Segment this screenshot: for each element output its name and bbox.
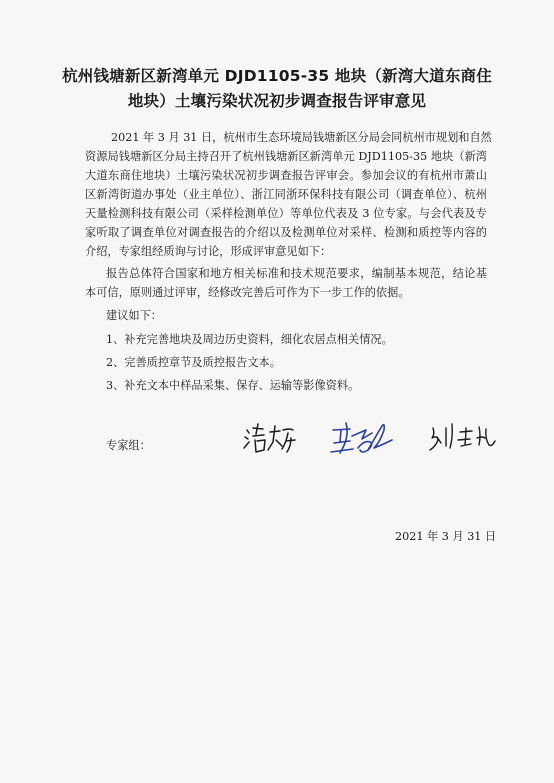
document-date: 2021 年 3 月 31 日 <box>395 530 497 543</box>
paragraph-1-line: 2021 年 3 月 31 日，杭州市生态环境局钱塘新区分局会同杭州市规划和自然 <box>111 131 492 144</box>
signature-1-image <box>244 424 295 452</box>
paragraph-1-line: 区新湾街道办事处（业主单位）、浙江同浙环保科技有限公司（调查单位）、杭州 <box>85 188 487 201</box>
paragraph-1-line: 资源局钱塘新区分局主持召开了杭州钱塘新区新湾单元 DJD1105-35 地块（新湾 <box>85 150 487 163</box>
paragraph-1-line: 天量检测科技有限公司（采样检测单位）等单位代表及 3 位专家。与会代表及专 <box>85 207 487 220</box>
suggestion-item: 2、完善质控章节及质控报告文本。 <box>106 356 281 369</box>
paragraph-2-line: 本可信，原则通过评审，经修改完善后可作为下一步工作的依据。 <box>85 286 410 299</box>
paragraph-1-line: 介绍，专家组经质询与讨论，形成评审意见如下： <box>85 245 332 258</box>
suggestion-item: 1、补充完善地块及周边历史资料，细化农居点相关情况。 <box>106 333 393 346</box>
document-title-line-2: 地块）土壤污染状况初步调查报告评审意见 <box>127 92 427 110</box>
suggestions-heading: 建议如下： <box>106 309 162 322</box>
expert-group-label: 专家组： <box>106 439 151 452</box>
paragraph-1-line: 家听取了调查单位对调查报告的介绍以及检测单位对采样、检测和质控等内容的 <box>85 226 487 239</box>
suggestion-item: 3、补充文本中样品采集、保存、运输等影像资料。 <box>106 379 360 392</box>
document-title-line-1: 杭州钱塘新区新湾单元 DJD1105-35 地块（新湾大道东商住 <box>62 67 492 85</box>
signature-3-image <box>430 424 495 450</box>
paragraph-2-line: 报告总体符合国家和地方相关标准和技术规范要求，编制基本规范，结论基 <box>106 267 487 280</box>
signature-2-image <box>331 423 392 453</box>
paragraph-1-line: 大道东商住地块）土壤污染状况初步调查报告评审会。参加会议的有杭州市萧山 <box>85 169 487 182</box>
